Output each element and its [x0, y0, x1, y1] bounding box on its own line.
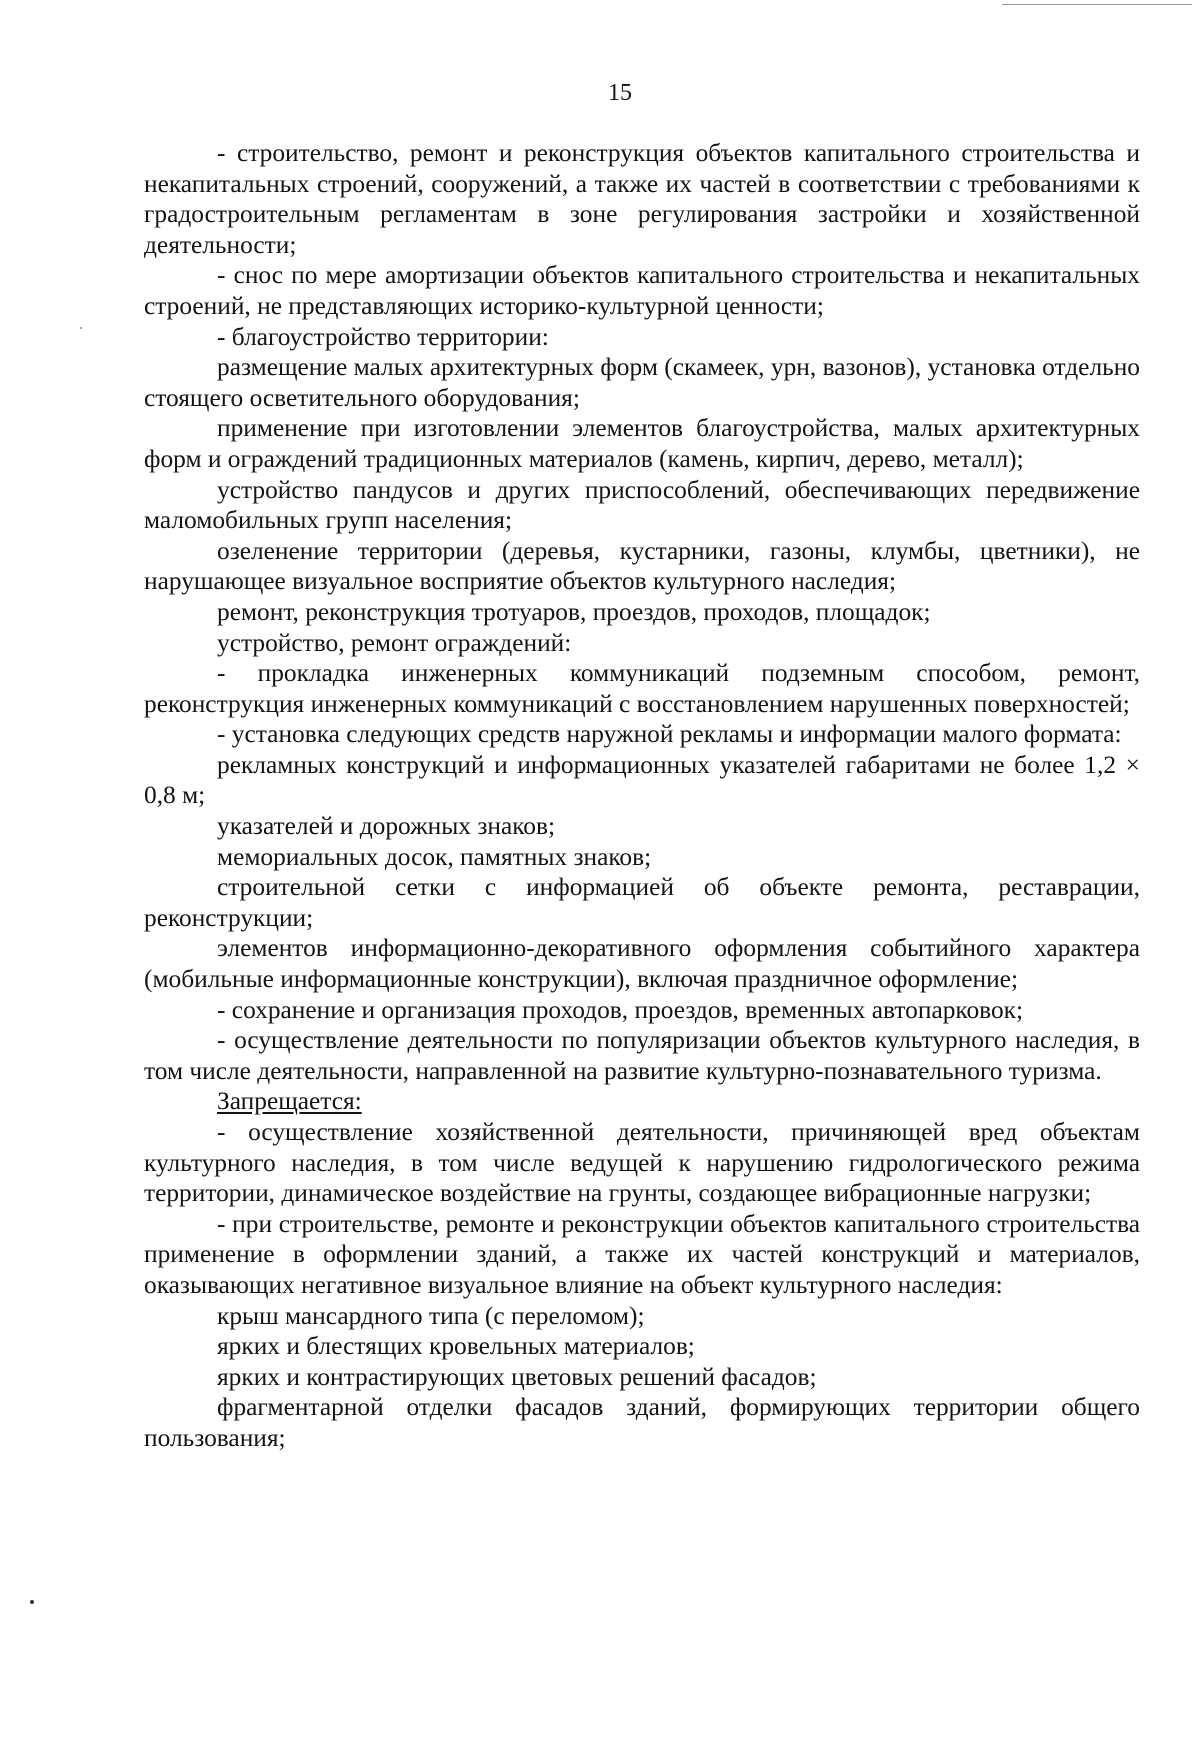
scan-speck	[30, 1600, 34, 1604]
paragraph-popularization: - осуществление деятельности по популяризации объектов культурного наследия, в том числе деятельности, направленной на развитие культурно-познавательного туризма.	[144, 1026, 1140, 1085]
paragraph-demolition: - снос по мере амортизации объектов капитального строительства и некапитальных строений, не представляющих историко-культурной ценности;	[144, 261, 1140, 320]
prohibited-heading: Запрещается:	[217, 1087, 362, 1116]
paragraph-road-signs: указателей и дорожных знаков;	[217, 812, 556, 841]
paragraph-memorial-plaques: мемориальных досок, памятных знаков;	[217, 842, 652, 871]
scan-speck	[80, 327, 82, 329]
paragraph-construction-mesh: строительной сетки с информацией об объекте ремонта, реставрации, реконструкции;	[144, 873, 1140, 932]
paragraph-traditional-materials: применение при изготовлении элементов благоустройства, малых архитектурных форм и ограждений традиционных материалов (камень, кирпич, дерево, металл);	[144, 414, 1140, 473]
paragraph-sidewalks: ремонт, реконструкция тротуаров, проездов, проходов, площадок;	[217, 597, 931, 626]
paragraph-greenery: озеленение территории (деревья, кустарники, газоны, клумбы, цветники), не нарушающее визуальное восприятие объектов культурного наследия;	[144, 536, 1140, 596]
paragraph-fences: устройство, ремонт ограждений:	[217, 628, 572, 657]
scan-edge-line	[1002, 4, 1192, 5]
paragraph-harmful-activity: - осуществление хозяйственной деятельности, причиняющей вред объектам культурного наследия, в том числе ведущей к нарушению гидрологического режима территории, динамическое воздействие на грунты, создающее вибрационные нагрузки;	[144, 1118, 1140, 1208]
page-number: 15	[608, 80, 632, 106]
paragraph-decorative-elements: элементов информационно-декоративного оформления событийного характера (мобильные информационные конструкции), включая праздничное оформление;	[144, 934, 1140, 994]
paragraph-construction: - строительство, ремонт и реконструкция объектов капитального строительства и некапитальных строений, сооружений, а также их частей в соответствии с требованиями к градостроительным регламентам в зоне регулирования застройки и хозяйственной деятельности;	[144, 139, 1140, 259]
paragraph-ad-structures: рекламных конструкций и информационных указателей габаритами не более 1,2 × 0,8 м;	[144, 750, 1140, 810]
paragraph-parking: - сохранение и организация проходов, проездов, временных автопарковок;	[217, 995, 1024, 1024]
paragraph-advertising: - установка следующих средств наружной рекламы и информации малого формата:	[217, 720, 1122, 749]
paragraph-prohibited-heading	[144, 1086, 1140, 1117]
paragraph-contrasting-colors: ярких и контрастирующих цветовых решений фасадов;	[217, 1362, 817, 1391]
paragraph-mansard-roofs: крыш мансардного типа (с переломом);	[217, 1301, 645, 1330]
paragraph-bright-roofing: ярких и блестящих кровельных материалов;	[217, 1332, 695, 1361]
paragraph-ramps: устройство пандусов и других приспособлений, обеспечивающих передвижение маломобильных групп населения;	[144, 475, 1140, 535]
paragraph-utilities: - прокладка инженерных коммуникаций подземным способом, ремонт, реконструкция инженерных коммуникаций с восстановлением нарушенных поверхностей;	[144, 659, 1140, 718]
paragraph-landscaping-heading: - благоустройство территории:	[217, 322, 549, 351]
paragraph-negative-materials: - при строительстве, ремонте и реконструкции объектов капитального строительства применение в оформлении зданий, а также их частей конструкций и материалов, оказывающих негативное визуальное влияние на объект культурного наследия:	[144, 1209, 1140, 1299]
document-body	[144, 138, 1140, 1454]
paragraph-fragmentary-finish: фрагментарной отделки фасадов зданий, формирующих территории общего пользования;	[144, 1393, 1140, 1452]
paragraph-small-forms: размещение малых архитектурных форм (скамеек, урн, вазонов), установка отдельно стоящего осветительного оборудования;	[144, 353, 1140, 412]
